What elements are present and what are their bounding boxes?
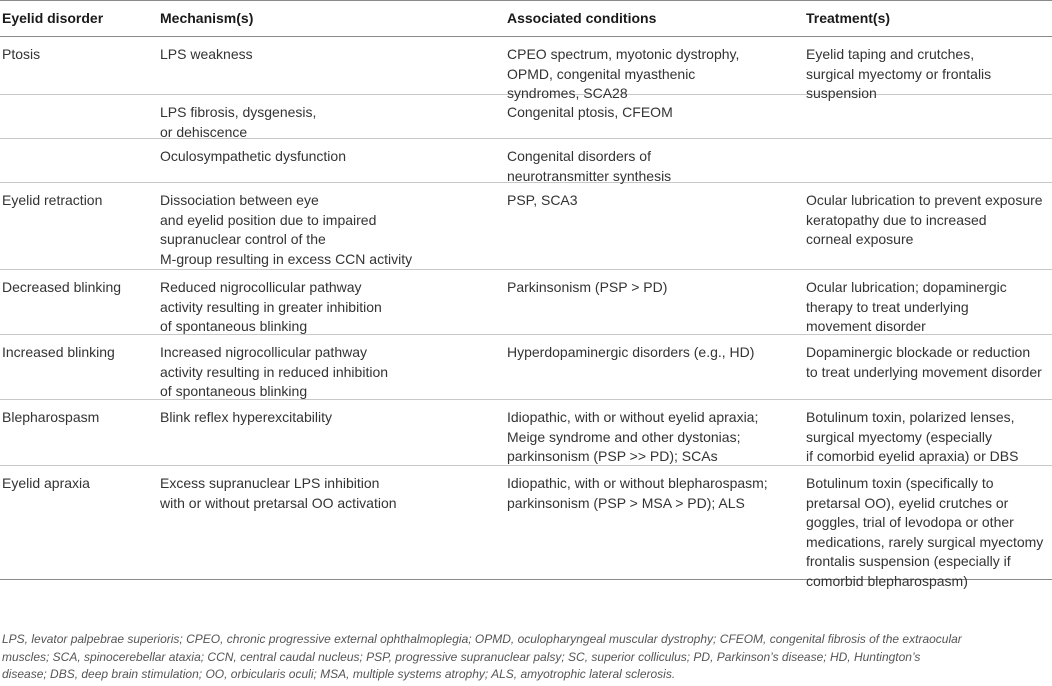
cell-text-line: Ptosis — [2, 46, 41, 62]
table-row — [0, 400, 1052, 466]
cell-eyelid-disorder — [2, 45, 40, 65]
table-body — [0, 37, 1052, 589]
cell-text-line: Idiopathic, with or without blepharospasm; — [507, 475, 768, 491]
table-row — [0, 95, 1052, 139]
table-row — [0, 466, 1052, 589]
cell-text-line: surgical myectomy (especially — [806, 428, 992, 445]
cell-text-line: CPEO spectrum, myotonic dystrophy, — [507, 46, 740, 62]
cell-text-line: syndromes, SCA28 — [507, 85, 628, 101]
cell-treatment — [806, 191, 1043, 250]
footnote-line: muscles; SCA, spinocerebellar ataxia; CCN, central caudal nucleus; PSP, progressive supranuclear palsy; SC, superior colliculus; PD, Parkinson’s disease; HD, Huntington’s — [2, 649, 921, 664]
header-treatments: Treatment(s) — [806, 10, 891, 26]
cell-mechanism — [160, 278, 382, 337]
cell-text-line: LPS weakness — [160, 46, 253, 62]
cell-text-line: neurotransmitter synthesis — [507, 167, 672, 184]
cell-mechanism — [160, 408, 332, 428]
cell-text-line: parkinsonism (PSP >> PD); SCAs — [507, 448, 718, 464]
cell-text-line: of spontaneous blinking — [160, 383, 308, 399]
cell-associated-conditions — [507, 343, 754, 363]
cell-mechanism — [160, 191, 412, 269]
cell-text-line: Dopaminergic blockade or reduction — [806, 344, 1031, 360]
cell-text-line: Ocular lubrication; dopaminergic — [806, 279, 1007, 295]
cell-text-line: Dissociation between eye — [160, 192, 319, 208]
table-row — [0, 270, 1052, 335]
cell-treatment — [806, 343, 1042, 382]
table-row — [0, 183, 1052, 270]
cell-text-line: surgical myectomy or frontalis — [806, 65, 992, 82]
cell-text-line: Eyelid apraxia — [2, 475, 90, 491]
cell-mechanism — [160, 474, 397, 513]
cell-text-line: Blink reflex hyperexcitability — [160, 409, 332, 425]
cell-treatment — [806, 278, 1007, 337]
cell-text-line: corneal exposure — [806, 231, 914, 247]
cell-text-line: with or without pretarsal OO activation — [160, 494, 397, 511]
header-associated-conditions: Associated conditions — [507, 10, 657, 26]
cell-eyelid-disorder — [2, 474, 90, 494]
cell-associated-conditions — [507, 474, 768, 513]
cell-text-line: PSP, SCA3 — [507, 192, 578, 208]
cell-text-line: of spontaneous blinking — [160, 318, 308, 334]
cell-eyelid-disorder — [2, 191, 102, 211]
cell-text-line: therapy to treat underlying — [806, 298, 969, 315]
cell-treatment — [806, 474, 1043, 591]
cell-associated-conditions — [507, 278, 667, 298]
cell-text-line: Eyelid taping and crutches, — [806, 46, 975, 62]
cell-text-line: M-group resulting in excess CCN activity — [160, 250, 413, 267]
cell-text-line: medications, rarely surgical myectomy — [806, 533, 1044, 550]
table-row — [0, 139, 1052, 183]
footnote-line: disease; DBS, deep brain stimulation; OO, orbicularis oculi; MSA, multiple systems atrophy; ALS, amyotrophic lateral sclerosis. — [2, 667, 676, 681]
cell-associated-conditions — [507, 408, 758, 467]
cell-text-line: Oculosympathetic dysfunction — [160, 148, 346, 164]
cell-text-line: Congenital disorders of — [507, 148, 651, 164]
cell-text-line: Hyperdopaminergic disorders (e.g., HD) — [507, 344, 755, 360]
cell-treatment — [806, 408, 1018, 467]
cell-text-line: to treat underlying movement disorder — [806, 363, 1042, 380]
cell-text-line: Congenital ptosis, CFEOM — [507, 104, 673, 120]
cell-text-line: LPS fibrosis, dysgenesis, — [160, 104, 317, 120]
cell-text-line: if comorbid eyelid apraxia) or DBS — [806, 448, 1019, 464]
cell-mechanism — [160, 147, 346, 167]
cell-text-line: Botulinum toxin, polarized lenses, — [806, 409, 1015, 425]
cell-text-line: Excess supranuclear LPS inhibition — [160, 475, 380, 491]
cell-text-line: keratopathy due to increased — [806, 211, 987, 228]
table-header — [0, 1, 1052, 37]
cell-text-line: Meige syndrome and other dystonias; — [507, 428, 741, 445]
table-row — [0, 335, 1052, 400]
cell-text-line: Blepharospasm — [2, 409, 100, 425]
cell-text-line: supranuclear control of the — [160, 231, 326, 247]
cell-text-line: OPMD, congenital myasthenic — [507, 65, 696, 82]
cell-associated-conditions — [507, 191, 578, 211]
table-row — [0, 37, 1052, 101]
cell-text-line: activity resulting in reduced inhibition — [160, 363, 389, 380]
cell-text-line: Decreased blinking — [2, 279, 122, 295]
cell-text-line: and eyelid position due to impaired — [160, 211, 377, 228]
cell-text-line: pretarsal OO), eyelid crutches or — [806, 494, 1009, 511]
cell-text-line: Reduced nigrocollicular pathway — [160, 279, 362, 295]
cell-eyelid-disorder — [2, 408, 99, 428]
cell-text-line: comorbid blepharospasm) — [806, 572, 968, 589]
cell-mechanism — [160, 45, 253, 65]
footnote-line: LPS, levator palpebrae superioris; CPEO, chronic progressive external ophthalmoplegia; OPMD, oculopharyngeal muscular dystrophy; CFEOM, congenital fibrosis of the extraocular — [2, 632, 962, 646]
cell-text-line: or dehiscence — [160, 123, 248, 140]
cell-mechanism — [160, 343, 388, 402]
cell-text-line: Botulinum toxin (specifically to — [806, 475, 994, 491]
cell-text-line: movement disorder — [806, 318, 926, 334]
cell-text-line: Increased nigrocollicular pathway — [160, 344, 367, 360]
header-eyelid-disorder: Eyelid disorder — [2, 10, 104, 26]
cell-eyelid-disorder — [2, 278, 121, 298]
cell-text-line: frontalis suspension (especially if — [806, 553, 1011, 569]
cell-text-line: activity resulting in greater inhibition — [160, 298, 382, 315]
cell-associated-conditions — [507, 103, 673, 123]
cell-text-line: Idiopathic, with or without eyelid apraxia; — [507, 409, 759, 425]
cell-text-line: Parkinsonism (PSP > PD) — [507, 279, 668, 295]
cell-text-line: Increased blinking — [2, 344, 115, 360]
cell-text-line: suspension — [806, 85, 877, 101]
cell-mechanism — [160, 103, 316, 142]
cell-text-line: Ocular lubrication to prevent exposure — [806, 192, 1043, 208]
cell-text-line: Eyelid retraction — [2, 192, 103, 208]
cell-text-line: goggles, trial of levodopa or other — [806, 514, 1014, 530]
cell-text-line: parkinsonism (PSP > MSA > PD); ALS — [507, 494, 745, 511]
table-footnote — [2, 631, 1048, 684]
cell-eyelid-disorder — [2, 343, 115, 363]
header-mechanisms: Mechanism(s) — [160, 10, 254, 26]
cell-associated-conditions — [507, 147, 671, 186]
